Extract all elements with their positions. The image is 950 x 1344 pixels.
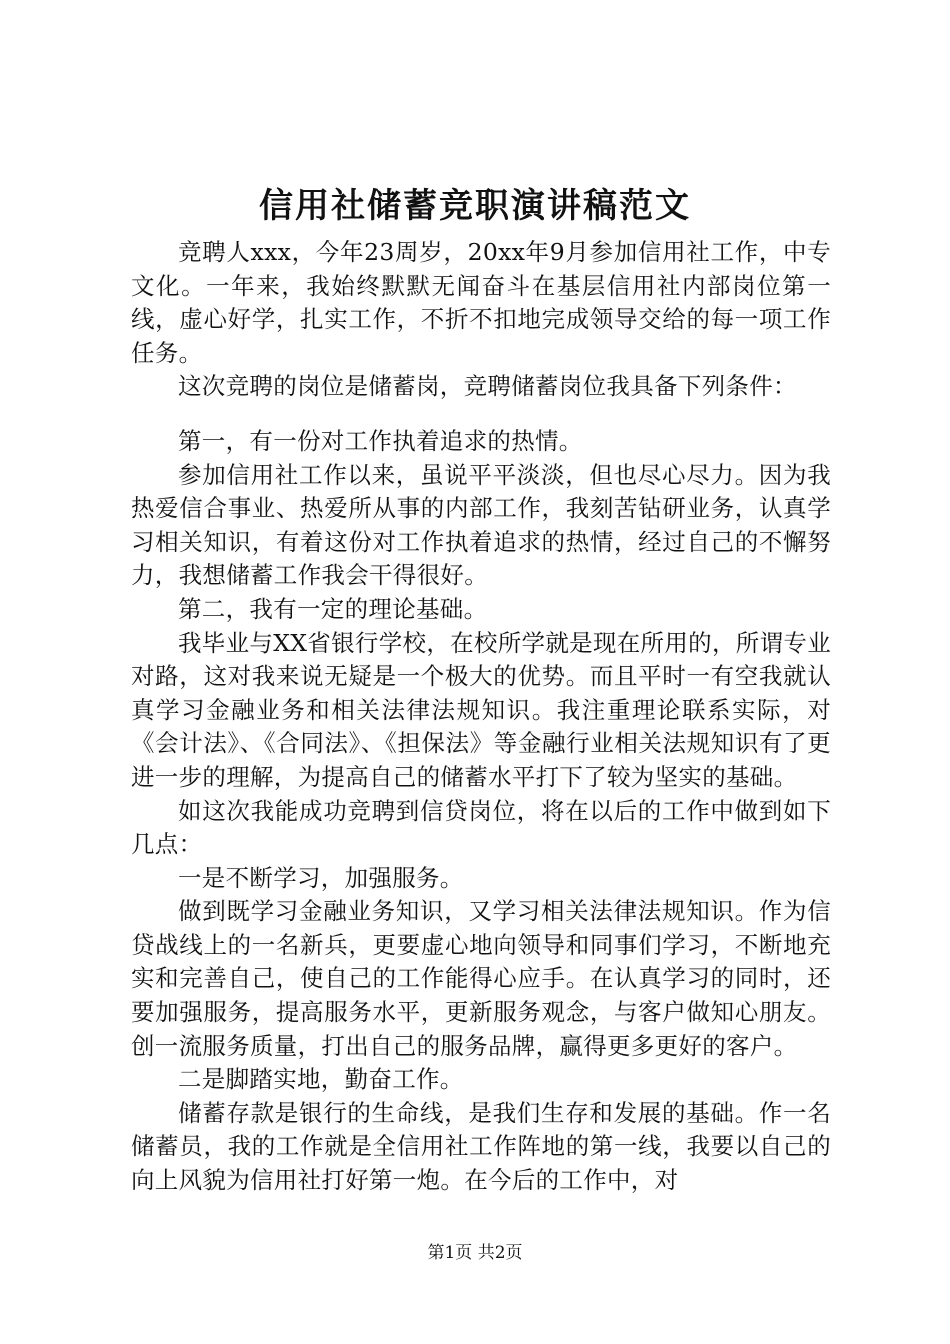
paragraph-point-one-detail: 做到既学习金融业务知识，又学习相关法律法规知识。作为信贷战线上的一名新兵，更要虚心地向领导和同事们学习，不断地充实和完善自己，使自己的工作能得心应手。在认真学习的同时，还要加强服务，提高服务水平，更新服务观念，与客户做知心朋友。创一流服务质量，打出自己的服务品牌，赢得更多更好的客户。 xyxy=(131,897,831,1060)
paragraph-plan-lead: 如这次我能成功竞聘到信贷岗位，将在以后的工作中做到如下几点： xyxy=(131,796,831,859)
paragraph-first-detail: 参加信用社工作以来，虽说平平淡淡，但也尽心尽力。因为我热爱信合事业、热爱所从事的内部工作，我刻苦钻研业务，认真学习相关知识，有着这份对工作执着追求的热情，经过自己的不懈努力，我想储蓄工作我会干得很好。 xyxy=(131,460,831,590)
paragraph-heading-second: 第二，我有一定的理论基础。 xyxy=(178,594,488,623)
paragraph-second-detail: 我毕业与XX省银行学校，在校所学就是现在所用的，所谓专业对路，这对我来说无疑是一个极大的优势。而且平时一有空我就认真学习金融业务和相关法律法规知识。我注重理论联系实际，对《会计法》、《合同法》、《担保法》等金融行业相关法规知识有了更进一步的理解，为提高自己的储蓄水平打下了较为坚实的基础。 xyxy=(131,628,831,791)
document-title: 信用社储蓄竞职演讲稿范文 xyxy=(259,186,691,226)
paragraph-heading-point-one: 一是不断学习，加强服务。 xyxy=(178,863,464,892)
paragraph-point-two-detail: 储蓄存款是银行的生命线，是我们生存和发展的基础。作一名储蓄员，我的工作就是全信用社工作阵地的第一线，我要以自己的向上风貌为信用社打好第一炮。在今后的工作中，对 xyxy=(131,1098,831,1195)
paragraph-heading-point-two: 二是脚踏实地，勤奋工作。 xyxy=(178,1065,464,1094)
paragraph-intro: 竞聘人xxx，今年23周岁，20xx年9月参加信用社工作，中专文化。一年来，我始终默默无闻奋斗在基层信用社内部岗位第一线，虚心好学，扎实工作，不折不扣地完成领导交给的每一项工作任务。 xyxy=(131,238,831,367)
page-number-footer: 第1页 共2页 xyxy=(427,1243,523,1263)
paragraph-conditions-lead: 这次竞聘的岗位是储蓄岗，竞聘储蓄岗位我具备下列条件： xyxy=(178,372,797,401)
document-body xyxy=(131,236,831,1198)
paragraph-heading-first: 第一，有一份对工作执着追求的热情。 xyxy=(178,426,583,455)
